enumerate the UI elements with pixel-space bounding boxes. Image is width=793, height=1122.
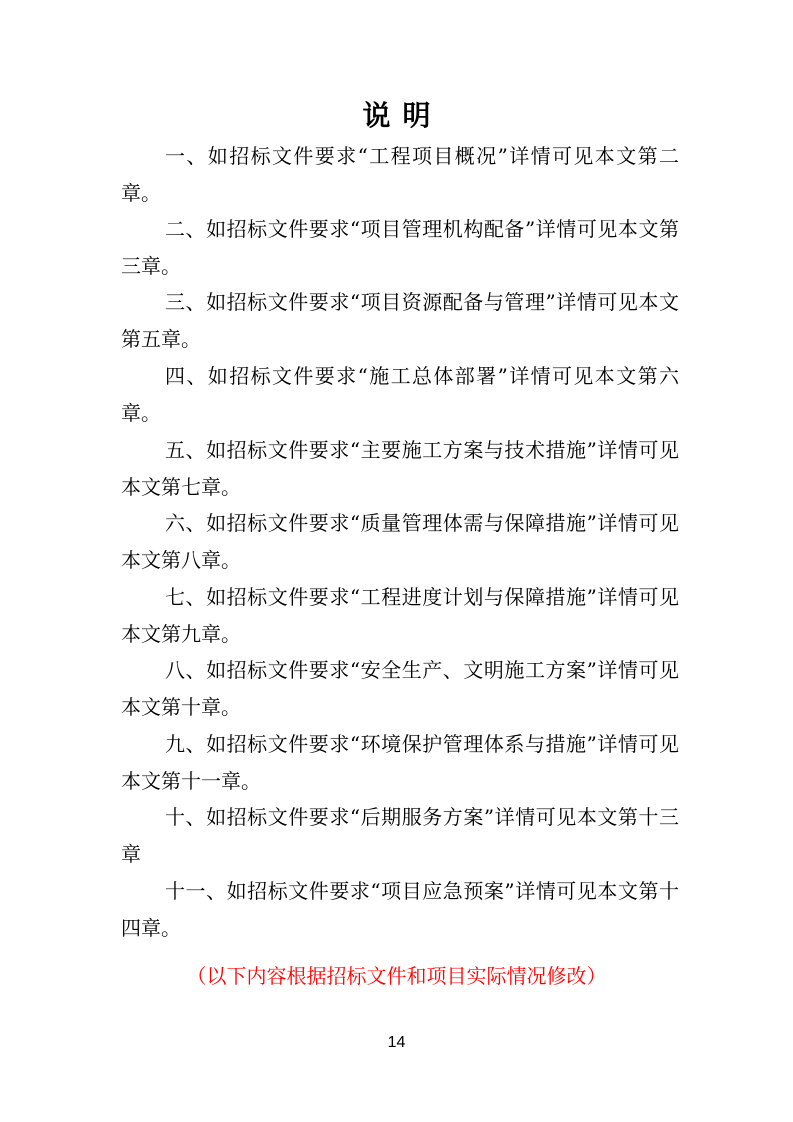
paragraph-7: 七、如招标文件要求“工程进度计划与保障措施”详情可见本文第九章。 bbox=[121, 585, 679, 646]
paragraph-1: 一、如招标文件要求“工程项目概况”详情可见本文第二章。 bbox=[121, 144, 679, 205]
page-number: 14 bbox=[387, 1034, 406, 1051]
page-title: 说明 bbox=[362, 99, 443, 132]
paragraph-8: 八、如招标文件要求“安全生产、文明施工方案”详情可见本文第十章。 bbox=[121, 658, 679, 719]
paragraph-10: 十、如招标文件要求“后期服务方案”详情可见本文第十三章 bbox=[121, 805, 679, 866]
paragraph-3: 三、如招标文件要求“项目资源配备与管理”详情可见本文第五章。 bbox=[121, 290, 679, 351]
paragraph-9: 九、如招标文件要求“环境保护管理体系与措施”详情可见本文第十一章。 bbox=[121, 732, 679, 793]
paragraph-11: 十一、如招标文件要求“项目应急预案”详情可见本文第十四章。 bbox=[121, 879, 679, 940]
paragraph-5: 五、如招标文件要求“主要施工方案与技术措施”详情可见本文第七章。 bbox=[121, 438, 679, 499]
paragraph-2: 二、如招标文件要求“项目管理机构配备”详情可见本文第三章。 bbox=[121, 217, 679, 278]
paragraph-4: 四、如招标文件要求“施工总体部署”详情可见本文第六章。 bbox=[121, 364, 679, 425]
paragraph-6: 六、如招标文件要求“质量管理体需与保障措施”详情可见本文第八章。 bbox=[121, 511, 679, 572]
modification-note: （以下内容根据招标文件和项目实际情况修改） bbox=[186, 964, 607, 988]
